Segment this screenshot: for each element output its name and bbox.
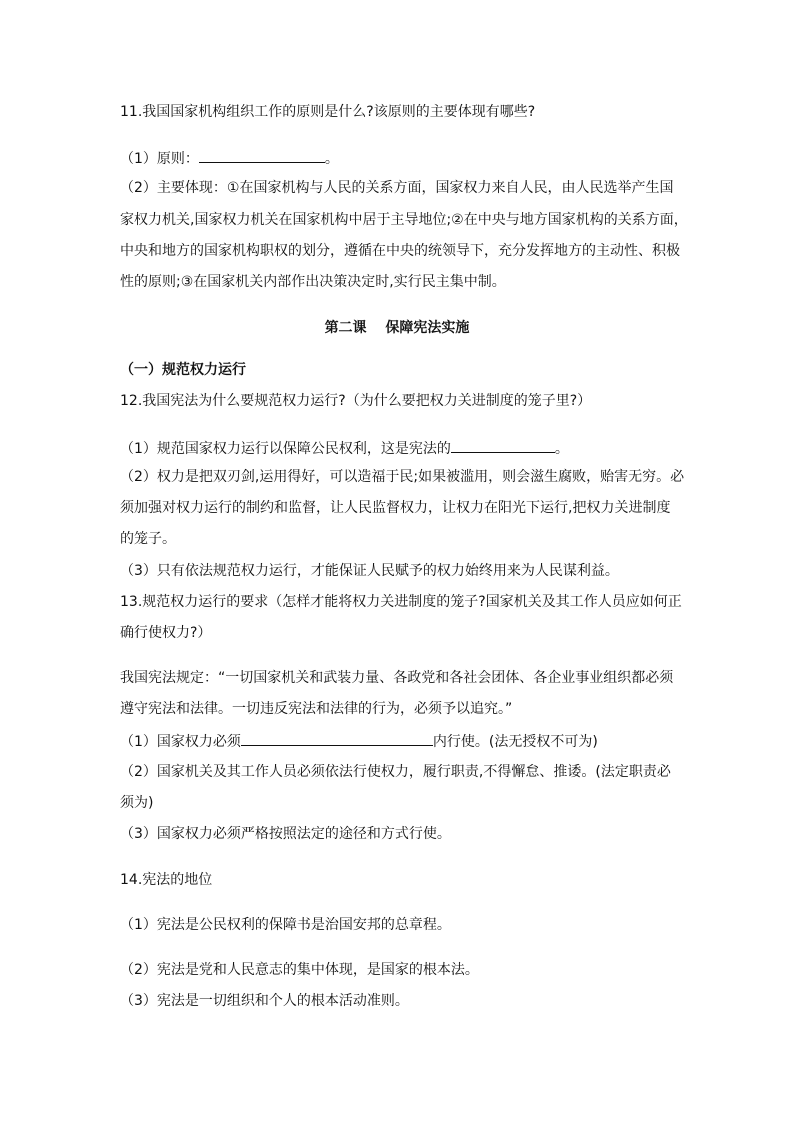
q13-quote-line-1: 我国宪法规定：“一切国家机关和武装力量、各政党和各社会团体、各企业事业组织都必须 — [120, 670, 674, 686]
lesson-title: 第二课 保障宪法实施 — [324, 320, 470, 336]
q12-question: 12.我国宪法为什么要规范权力运行?（为什么要把权力关进制度的笼子里?） — [120, 393, 592, 409]
q13-answer-1-blank — [241, 732, 433, 746]
q14-answer-1: （1）宪法是公民权利的保障书是治国安邦的总章程。 — [120, 917, 451, 933]
q12-answer-1-blank — [451, 439, 555, 453]
q12-answer-1-prefix: （1）规范国家权力运行以保障公民权利，这是宪法的 — [120, 441, 451, 457]
q13-question-line-2: 确行使权力?） — [120, 625, 212, 641]
q14-question: 14.宪法的地位 — [120, 872, 213, 888]
q12-answer-2-line-3: 的笼子。 — [120, 531, 176, 547]
q11-answer-1 — [120, 149, 680, 167]
q12-answer-1-suffix: 。 — [554, 441, 569, 457]
q12-answer-1 — [120, 439, 680, 457]
q13-answer-2-line-2: 须为) — [120, 795, 154, 811]
q13-question-line-1: 13.规范权力运行的要求（怎样才能将权力关进制度的笼子?国家机关及其工作人员应如何正 — [120, 594, 682, 610]
q13-quote-line-2: 遵守宪法和法律。一切违反宪法和法律的行为，必须予以追究。” — [120, 701, 513, 717]
q11-answer-2-line-4: 性的原则;③在国家机关内部作出决策决定时,实行民主集中制。 — [120, 274, 506, 290]
q11-answer-2-line-3: 中央和地方的国家机构职权的划分，遵循在中央的统领导下，充分发挥地方的主动性、积极 — [120, 243, 680, 259]
q11-question: 11.我国国家机构组织工作的原则是什么?该原则的主要体现有哪些? — [120, 104, 536, 120]
q11-answer-2-line-2: 家权力机关,国家权力机关在国家机构中居于主导地位;②在中央与地方国家机构的关系方面， — [120, 212, 688, 228]
q13-answer-2-line-1: （2）国家机关及其工作人员必须依法行使权力，履行职责,不得懈怠、推诿。(法定职责必 — [120, 764, 671, 780]
section-heading: （一）规范权力运行 — [120, 362, 246, 378]
q12-answer-2-line-1: （2）权力是把双刃剑,运用得好，可以造福于民;如果被滥用，则会滋生腐败，贻害无穷。必 — [120, 469, 685, 485]
q11-answer-2-line-1: （2）主要体现：①在国家机构与人民的关系方面，国家权力来自人民，由人民选举产生国 — [120, 180, 674, 196]
q13-answer-1 — [120, 732, 680, 750]
q13-answer-1-suffix: 内行使。(法无授权不可为) — [432, 734, 598, 750]
q13-answer-1-prefix: （1）国家权力必须 — [120, 734, 241, 750]
q12-answer-2-line-2: 须加强对权力运行的制约和监督，让人民监督权力，让权力在阳光下运行,把权力关进制度 — [120, 500, 671, 516]
q11-answer-1-blank — [199, 149, 325, 163]
q11-answer-1-suffix: 。 — [324, 151, 339, 167]
q14-answer-3: （3）宪法是一切组织和个人的根本活动准则。 — [120, 993, 409, 1009]
q14-answer-2: （2）宪法是党和人民意志的集中体现，是国家的根本法。 — [120, 962, 479, 978]
q13-answer-3: （3）国家权力必须严格按照法定的途径和方式行使。 — [120, 826, 451, 842]
q12-answer-3: （3）只有依法规范权力运行，才能保证人民赋予的权力始终用来为人民谋利益。 — [120, 563, 619, 579]
q11-answer-1-prefix: （1）原则： — [120, 151, 199, 167]
